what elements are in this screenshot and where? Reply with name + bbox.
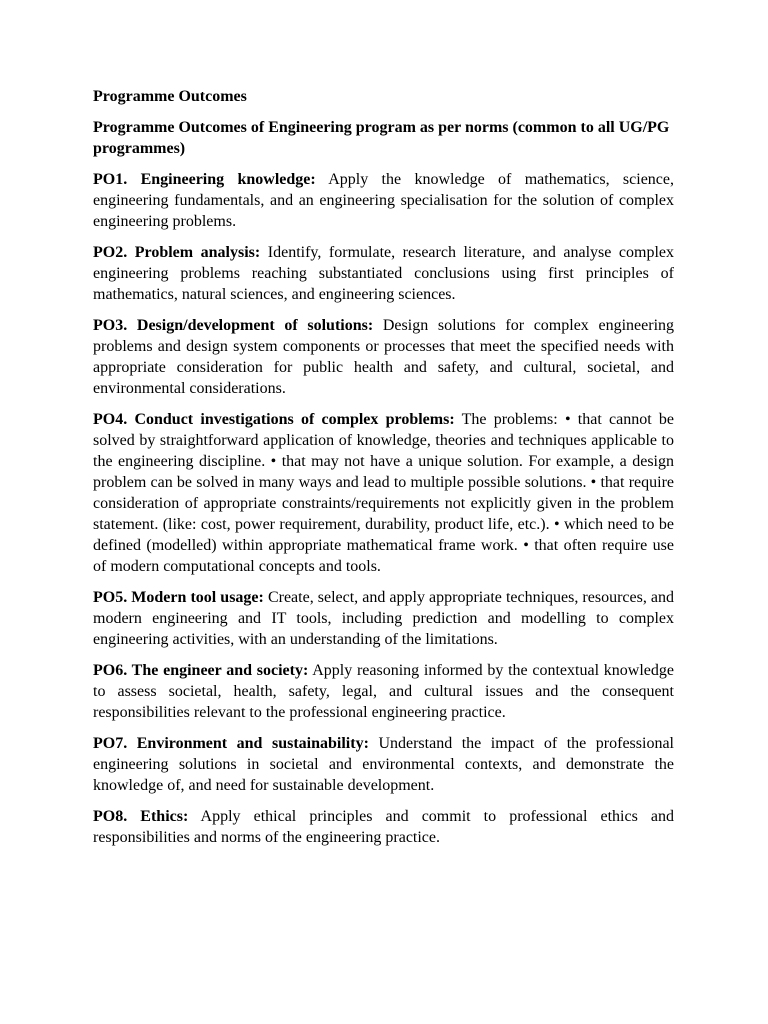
outcome-text: Apply ethical principles and commit to professional ethics and responsibilities and norms of the engineering practice. — [93, 808, 674, 846]
outcome-po1 — [93, 169, 674, 232]
outcome-text: Apply reasoning informed by the contextual knowledge to assess societal, health, safety, legal, and cultural issues and the consequent responsibilities relevant to the professional engineering practice. — [93, 662, 674, 721]
document-page — [93, 86, 674, 858]
outcome-label: PO2. Problem analysis: — [93, 244, 261, 261]
outcome-po3 — [93, 315, 674, 399]
outcome-label: PO7. Environment and sustainability: — [93, 735, 369, 752]
outcome-po5 — [93, 587, 674, 650]
outcome-text: Design solutions for complex engineering problems and design system components or processes that meet the specified needs with appropriate consideration for public health and safety, and cultural, societal, and environmental considerations. — [93, 317, 675, 397]
outcome-text: Create, select, and apply appropriate techniques, resources, and modern engineering and IT tools, including prediction and modelling to complex engineering activities, with an understanding of the limitations. — [93, 589, 675, 648]
outcome-text: Identify, formulate, research literature, and analyse complex engineering problems reaching substantiated conclusions using first principles of mathematics, natural sciences, and engineering sciences. — [93, 244, 675, 303]
outcome-po8 — [93, 806, 674, 848]
outcome-po6 — [93, 660, 674, 723]
outcome-label: PO3. Design/development of solutions: — [93, 317, 374, 334]
outcome-label: PO6. The engineer and society: — [93, 662, 309, 679]
outcome-po4 — [93, 409, 674, 577]
outcome-label: PO5. Modern tool usage: — [93, 589, 264, 606]
outcome-text: Apply the knowledge of mathematics, science, engineering fundamentals, and an engineering specialisation for the solution of complex engineering problems. — [93, 171, 674, 230]
outcome-po2 — [93, 242, 674, 305]
document-title: Programme Outcomes — [93, 88, 247, 105]
outcome-po7 — [93, 733, 674, 796]
outcome-label: PO4. Conduct investigations of complex problems: — [93, 411, 455, 428]
outcome-text: Understand the impact of the professional engineering solutions in societal and environmental contexts, and demonstrate the knowledge of, and need for sustainable development. — [93, 735, 675, 794]
outcome-label: PO1. Engineering knowledge: — [93, 171, 316, 188]
document-subtitle: Programme Outcomes of Engineering program as per norms (common to all UG/PG programmes) — [93, 119, 670, 157]
outcome-text: The problems: • that cannot be solved by straightforward application of knowledge, theories and techniques applicable to the engineering discipline. • that may not have a unique solution. For example, a design problem can be solved in many ways and lead to multiple possible solutions. • that require consideration of appropriate constraints/requirements not explicitly given in the problem statement. (like: cost, power requirement, durability, product life, etc.). • which need to be defined (modelled) within appropriate mathematical frame work. • that often require use of modern computational concepts and tools. — [93, 411, 674, 575]
outcome-label: PO8. Ethics: — [93, 808, 189, 825]
